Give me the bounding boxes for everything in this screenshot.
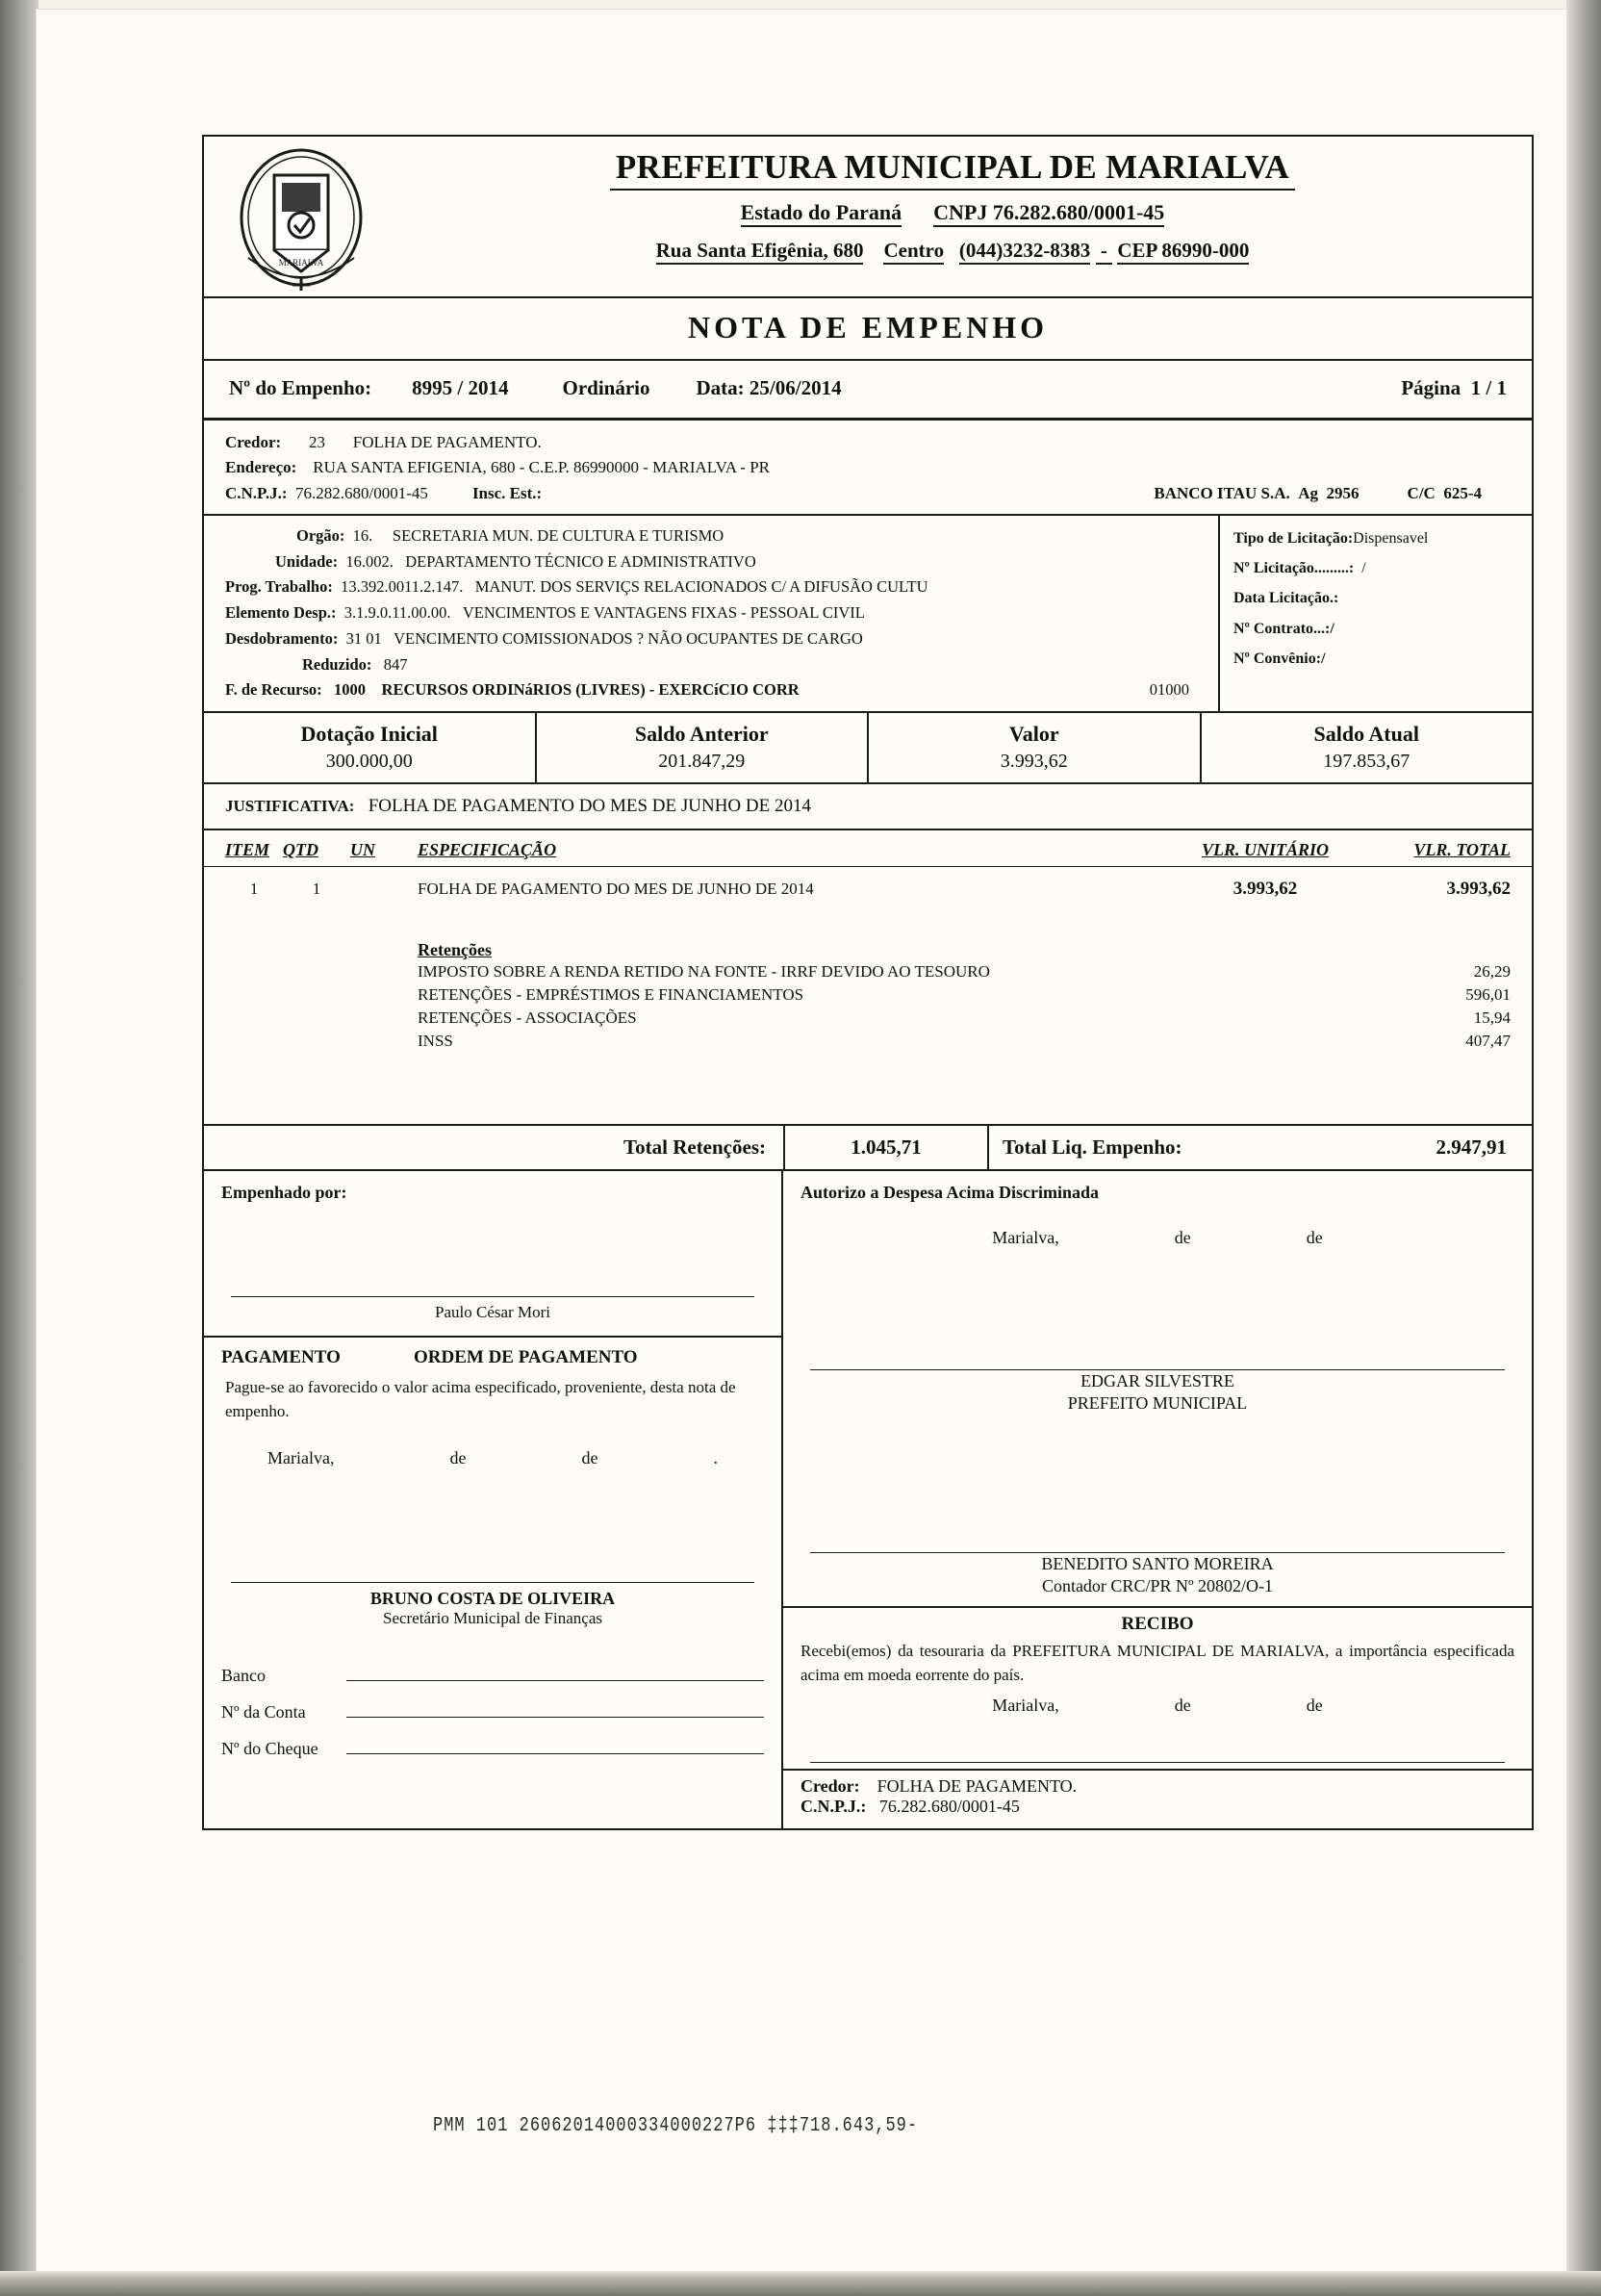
recibo-de-1: de [1174,1695,1191,1715]
row-item: 1 [249,880,259,899]
col-especificacao: ESPECIFICAÇÃO [418,840,557,860]
recurso-number: 01000 [1149,680,1189,700]
cheque-input[interactable] [346,1736,764,1754]
row-especificacao: FOLHA DE PAGAMENTO DO MES DE JUNHO DE 2014 [418,880,814,899]
reduzido-value: 847 [383,654,408,674]
autorizo-city: Marialva, [992,1228,1059,1248]
cnpj-bank-row [225,481,1511,506]
credor-block [204,421,1532,516]
prog-trabalho-row [225,574,1208,600]
list-item [418,983,1511,1007]
paper-edge-bottom [0,2271,1601,2296]
items-table-body [204,867,1532,1124]
header-cnpj: CNPJ 76.282.680/0001-45 [933,200,1164,227]
justificativa-row [204,784,1532,830]
desdobramento-label: Desdobramento: [225,628,339,648]
empenho-summary-row [204,361,1532,421]
contador-name: BENEDITO SANTO MOREIRA [1041,1553,1274,1573]
tipo-licitacao-row [1233,523,1522,553]
signature-area [204,1171,1532,1828]
col-item: ITEM [225,840,270,860]
cheque-label: Nº do Cheque [221,1739,318,1759]
signature-right-column [783,1171,1532,1828]
numero-licitacao-label: Nº Licitação.........: [1233,560,1355,577]
saldo-atual-value: 197.853,67 [1323,751,1410,773]
pagamento-de-2: de [581,1448,598,1468]
agencia-label: Ag [1298,483,1319,502]
endereco-value: RUA SANTA EFIGENIA, 680 - C.E.P. 86990000 - MARIALVA - PR [313,458,770,477]
orgao-row [225,523,1208,549]
recibo-cnpj-value: 76.282.680/0001-45 [878,1796,1020,1816]
orgao-details [204,516,1220,711]
valor-title: Valor [1008,722,1059,747]
empenho-number-label: Nº do Empenho: [229,376,372,399]
saldo-anterior-value: 201.847,29 [658,751,746,773]
banco-input[interactable] [346,1663,764,1681]
recurso-desc: RECURSOS ORDINáRIOS (LIVRES) - EXERCíCIO CORR [381,680,800,700]
licitacao-details [1220,516,1532,711]
barcode-text: PMM 101 26062014000334000227P6 ‡‡‡718.643,59- [433,2114,919,2138]
conta-field-row[interactable] [204,1686,781,1722]
header-text-block [393,137,1532,296]
justificativa-text: FOLHA DE PAGAMENTO DO MES DE JUNHO DE 2014 [368,796,811,817]
retencao-value: 26,29 [1473,962,1511,982]
retencao-value: 596,01 [1465,985,1511,1005]
coat-of-arms-icon [204,137,393,296]
saldo-atual-cell [1202,713,1533,782]
recibo-credor-label: Credor: [800,1775,860,1796]
pagamento-de-1: de [449,1448,467,1468]
empenho-date-label: Data: [696,376,745,399]
prog-trabalho-code: 13.392.0011.2.147. [341,577,464,597]
retencoes-block [225,940,1511,1054]
empenhado-por-label: Empenhado por: [221,1183,347,1203]
retencao-value: 15,94 [1473,1008,1511,1028]
numero-licitacao-row [1233,553,1522,583]
header-state-cnpj [393,200,1512,225]
pagamento-text: Pague-se ao favorecido o valor acima especificado, proveniente, desta nota de empenho. [225,1378,736,1420]
elemento-desc: VENCIMENTOS E VANTAGENS FIXAS - PESSOAL CIVIL [462,603,865,623]
unidade-label: Unidade: [275,551,339,571]
list-item [418,960,1511,983]
endereco-row [225,455,1511,480]
unidade-desc: DEPARTAMENTO TÉCNICO E ADMINISTRATIVO [405,551,756,571]
retencao-desc: RETENÇÕES - ASSOCIAÇÕES [418,1008,637,1028]
recibo-cnpj-label: C.N.P.J.: [800,1796,867,1816]
retencoes-title: Retenções [418,940,492,960]
justificativa-label: JUSTIFICATIVA: [225,797,355,816]
recurso-code: 1000 [334,680,367,700]
reduzido-row [225,652,1208,678]
orgao-licitacao-block [204,516,1532,713]
contador-role: Contador CRC/PR Nº 20802/O-1 [1041,1576,1274,1596]
conta-corrente-value: 625-4 [1443,483,1482,502]
desdobramento-desc: VENCIMENTO COMISSIONADOS ? NÃO OCUPANTES DE CARGO [394,628,863,648]
col-un: UN [350,840,375,860]
recibo-cnpj-row [800,1797,1514,1817]
recibo-title: RECIBO [1121,1613,1194,1634]
list-item [418,1007,1511,1030]
numero-licitacao-value: / [1361,560,1366,577]
autorizo-de-1: de [1174,1228,1191,1248]
dotacao-inicial-value: 300.000,00 [325,751,413,773]
pagamento-header [204,1336,781,1372]
conta-input[interactable] [346,1699,764,1718]
banco-field-row[interactable] [204,1649,781,1686]
orgao-desc: SECRETARIA MUN. DE CULTURA E TURISMO [392,526,724,546]
contrato-row [1233,614,1522,644]
banco-label: Banco [221,1666,266,1686]
header-district: Centro [883,239,944,265]
prog-trabalho-desc: MANUT. DOS SERVIÇS RELACIONADOS C/ A DIFUSÃO CULTU [474,577,928,597]
totals-row [204,1124,1532,1171]
items-table-header [204,830,1532,867]
autorizo-label: Autorizo a Despesa Acima Discriminada [800,1183,1099,1203]
cnpj-value: 76.282.680/0001-45 [295,483,428,502]
city-hall-title: PREFEITURA MUNICIPAL DE MARIALVA [610,148,1295,191]
elemento-label: Elemento Desp.: [225,603,337,623]
convenio-row [1233,644,1522,674]
dotacao-inicial-title: Dotação Inicial [300,722,438,747]
page-label: Página [1401,376,1461,399]
banco-name: BANCO ITAU S.A. [1154,483,1290,502]
pagamento-city: Marialva, [267,1448,335,1468]
conta-corrente-label: C/C [1407,483,1436,502]
retencao-desc: IMPOSTO SOBRE A RENDA RETIDO NA FONTE - IRRF DEVIDO AO TESOURO [418,962,990,982]
total-retencoes-value: 1.045,71 [783,1126,989,1169]
total-liquido-label: Total Liq. Empenho: [1003,1135,1182,1160]
elemento-code: 3.1.9.0.11.00.00. [343,603,451,623]
orgao-code: 16. [352,526,373,546]
header-address: Rua Santa Efigênia, 680 [656,239,864,265]
dotacao-inicial-cell [204,713,537,782]
credor-row [225,430,1511,455]
header-address-line: Rua Santa Efigênia, 680 Centro (044)3232-8383 - CEP 86990-000 [393,239,1512,263]
saldo-anterior-title: Saldo Anterior [634,722,769,747]
state-label: Estado do Paraná [741,200,902,227]
recibo-de-2: de [1306,1695,1323,1715]
col-qtd: QTD [283,840,318,860]
valor-value: 3.993,62 [1000,751,1068,773]
list-item [418,1030,1511,1053]
empenho-number-value: 8995 / 2014 [412,376,509,399]
autorizo-place-date [783,1203,1532,1248]
data-licitacao-row [1233,583,1522,613]
agencia-value: 2956 [1326,483,1360,502]
col-valor-total: VLR. TOTAL [1413,840,1511,860]
desdobramento-code: 31 01 [345,628,382,648]
endereco-label: Endereço: [225,458,297,477]
financas-name: BRUNO COSTA DE OLIVEIRA [369,1589,616,1609]
financas-role: Secretário Municipal de Finanças [382,1609,602,1628]
total-liquido-value: 2.947,91 [1436,1135,1507,1160]
ordem-pagamento-label: ORDEM DE PAGAMENTO [414,1347,638,1368]
prefeito-role: PREFEITO MUNICIPAL [1067,1393,1248,1414]
recurso-label: F. de Recurso: [225,680,322,700]
contrato-label: Nº Contrato...:/ [1233,620,1334,637]
header-phone: (044)3232-8383 [959,239,1090,265]
total-retencoes-label: Total Retenções: [623,1135,766,1160]
autorizo-de-2: de [1306,1228,1323,1248]
page-value: 1 / 1 [1470,376,1507,399]
col-valor-unitario: VLR. UNITÁRIO [1201,840,1330,860]
pagamento-label: PAGAMENTO [221,1347,341,1368]
desdobramento-row [225,626,1208,652]
empenho-type: Ordinário [562,376,650,399]
retencao-desc: RETENÇÕES - EMPRÉSTIMOS E FINANCIAMENTOS [418,985,804,1005]
conta-label: Nº da Conta [221,1702,306,1722]
recibo-place-date [783,1688,1532,1716]
unidade-row [225,549,1208,575]
pagamento-dot: . [713,1448,718,1468]
nota-de-empenho-document [202,135,1534,1830]
credor-label: Credor: [225,433,282,451]
row-valor-unitario: 3.993,62 [1233,879,1298,900]
reduzido-label: Reduzido: [302,654,372,674]
saldo-atual-title: Saldo Atual [1313,722,1419,747]
recibo-credor-row [800,1776,1514,1797]
unidade-code: 16.002. [345,551,394,571]
credor-name: FOLHA DE PAGAMENTO. [352,433,542,451]
prog-trabalho-label: Prog. Trabalho: [225,577,333,597]
document-header [204,137,1532,298]
paper-edge-right [1566,0,1601,2296]
fonte-recurso-row [225,677,1208,703]
table-row [225,879,1511,900]
recibo-text: Recebi(emos) da tesouraria da PREFEITURA MUNICIPAL DE MARIALVA, a importância especificada acima em moeda eorrente do país. [800,1641,1514,1685]
pagamento-place-date [204,1423,781,1468]
empenhado-por-name: Paulo César Mori [435,1303,550,1322]
valor-cell [869,713,1202,782]
retencao-value: 407,47 [1465,1032,1511,1051]
saldo-anterior-cell [537,713,870,782]
recibo-city: Marialva, [992,1695,1059,1715]
cheque-field-row[interactable] [204,1722,781,1774]
recibo-credor-value: FOLHA DE PAGAMENTO. [877,1775,1078,1796]
row-valor-total: 3.993,62 [1446,879,1511,900]
retencao-desc: INSS [418,1032,453,1051]
tipo-licitacao-value: Dispensavel [1353,530,1429,548]
insc-est-label: Insc. Est.: [471,483,543,502]
document-type-title: NOTA DE EMPENHO [204,298,1532,361]
credor-code: 23 [308,433,325,451]
tipo-licitacao-label: Tipo de Licitação: [1233,530,1354,548]
dotacao-row [204,713,1532,784]
prefeito-name: EDGAR SILVESTRE [1080,1371,1234,1391]
convenio-label: Nº Convênio:/ [1233,650,1326,667]
data-licitacao-label: Data Licitação.: [1233,590,1339,607]
orgao-label: Orgão: [296,526,345,546]
cnpj-label: C.N.P.J.: [225,483,288,502]
paper-edge-left [0,0,38,2296]
recibo-credor-block [783,1771,1532,1828]
row-qtd: 1 [312,880,321,899]
elemento-despesa-row [225,600,1208,626]
svg-text:MARIALVA: MARIALVA [278,258,324,268]
header-cep: CEP 86990-000 [1117,239,1249,265]
signature-left-column [204,1171,783,1828]
empenho-date-value: 25/06/2014 [749,376,842,399]
